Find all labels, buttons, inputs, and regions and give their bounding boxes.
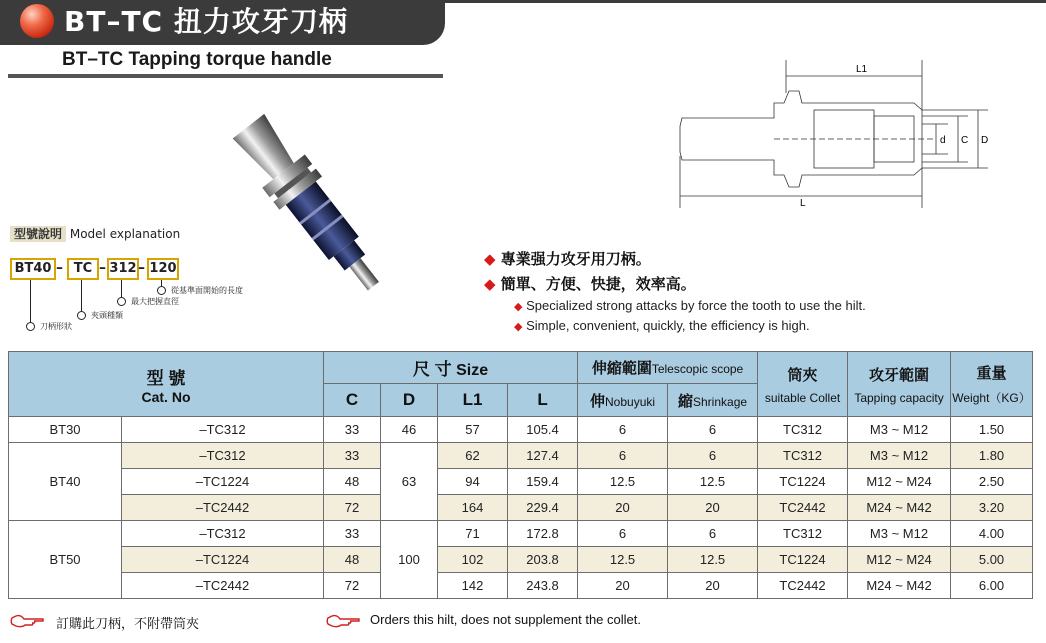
cell-L1: 62 bbox=[438, 443, 508, 469]
cell-weight: 4.00 bbox=[951, 521, 1033, 547]
feature-zh-1-text: 專業强力攻牙用刀柄。 bbox=[500, 250, 651, 268]
dim-label-C: C bbox=[961, 135, 969, 146]
callout-length: 從基準面開始的長度 bbox=[171, 286, 243, 295]
cell-collet: TC2442 bbox=[758, 573, 848, 599]
code-separator: – bbox=[138, 260, 145, 276]
code-separator: – bbox=[99, 260, 106, 276]
cell-L1: 94 bbox=[438, 469, 508, 495]
cell-shrink: 12.5 bbox=[668, 547, 758, 573]
cell-D: 46 bbox=[381, 417, 438, 443]
cat-no: –TC312 bbox=[122, 521, 324, 547]
cell-tapping: M3 ~ M12 bbox=[848, 417, 951, 443]
cell-L: 127.4 bbox=[508, 443, 578, 469]
cell-weight: 2.50 bbox=[951, 469, 1033, 495]
feature-en-1-text: Specialized strong attacks by force the tooth to use the hilt. bbox=[526, 298, 866, 313]
cell-collet: TC2442 bbox=[758, 495, 848, 521]
dim-label-D: D bbox=[981, 135, 989, 146]
dim-label-L: L bbox=[800, 198, 806, 209]
callout-collet-type: 夾頭種類 bbox=[91, 311, 123, 320]
cell-weight: 5.00 bbox=[951, 547, 1033, 573]
callout-dot bbox=[157, 286, 166, 295]
cell-L: 229.4 bbox=[508, 495, 578, 521]
group-name: BT40 bbox=[9, 443, 122, 521]
cell-collet: TC312 bbox=[758, 417, 848, 443]
cell-D: 63 bbox=[381, 443, 438, 521]
diamond-bullet-icon: ◆ bbox=[484, 250, 496, 268]
header-collet bbox=[758, 352, 848, 417]
cell-tapping: M12 ~ M24 bbox=[848, 547, 951, 573]
cat-no: –TC312 bbox=[122, 443, 324, 469]
table-row bbox=[9, 443, 1033, 469]
cell-shrink: 20 bbox=[668, 573, 758, 599]
cell-L: 159.4 bbox=[508, 469, 578, 495]
cell-tapping: M12 ~ M24 bbox=[848, 469, 951, 495]
pointing-hand-icon bbox=[326, 614, 360, 628]
cell-weight: 3.20 bbox=[951, 495, 1033, 521]
code-box-length: 120 bbox=[147, 258, 179, 280]
cell-L1: 71 bbox=[438, 521, 508, 547]
callout-shank-shape: 刀柄形狀 bbox=[40, 322, 72, 331]
callout-line bbox=[30, 280, 31, 325]
header-shrink-zh: 縮 bbox=[677, 392, 693, 410]
cell-stretch: 6 bbox=[578, 417, 668, 443]
dim-label-d: d bbox=[940, 135, 946, 146]
cell-tapping: M24 ~ M42 bbox=[848, 495, 951, 521]
cell-C: 72 bbox=[324, 573, 381, 599]
callout-dot bbox=[117, 297, 126, 306]
cell-shrink: 6 bbox=[668, 417, 758, 443]
cell-shrink: 6 bbox=[668, 521, 758, 547]
red-ball-icon bbox=[20, 4, 54, 38]
cat-no: –TC2442 bbox=[122, 573, 324, 599]
cell-collet: TC312 bbox=[758, 443, 848, 469]
tool-holder-photo bbox=[185, 100, 435, 310]
callout-line bbox=[81, 280, 82, 314]
cell-stretch: 6 bbox=[578, 443, 668, 469]
header-model bbox=[9, 352, 324, 417]
cell-C: 72 bbox=[324, 495, 381, 521]
cell-C: 33 bbox=[324, 417, 381, 443]
cell-stretch: 12.5 bbox=[578, 547, 668, 573]
header-telescopic bbox=[578, 352, 758, 384]
cell-collet: TC1224 bbox=[758, 547, 848, 573]
code-box-shank: BT40 bbox=[10, 258, 56, 280]
cell-L1: 102 bbox=[438, 547, 508, 573]
cell-weight: 6.00 bbox=[951, 573, 1033, 599]
cell-collet: TC1224 bbox=[758, 469, 848, 495]
footer-note-zh: 訂購此刀柄，不附帶筒夾 bbox=[56, 617, 200, 632]
header-L: L bbox=[508, 384, 578, 417]
table-row bbox=[9, 521, 1033, 547]
table-row bbox=[9, 547, 1033, 573]
header-model-en: Cat. No bbox=[141, 388, 191, 405]
callout-diameter: 最大把握直徑 bbox=[131, 297, 179, 306]
footer-note-en: Orders this hilt, does not supplement the collet. bbox=[370, 612, 641, 627]
header-weight bbox=[951, 352, 1033, 417]
cell-C: 33 bbox=[324, 521, 381, 547]
cell-D: 100 bbox=[381, 521, 438, 599]
callout-dot bbox=[26, 322, 35, 331]
header-telescopic-zh: 伸縮範圍 bbox=[591, 360, 652, 377]
model-explanation-heading bbox=[10, 225, 180, 242]
callout-dot bbox=[77, 311, 86, 320]
feature-en-1 bbox=[514, 298, 866, 313]
header-tapping-en: Tapping capacity bbox=[854, 390, 944, 405]
header-size bbox=[324, 352, 578, 384]
cell-stretch: 6 bbox=[578, 521, 668, 547]
cell-C: 48 bbox=[324, 547, 381, 573]
header-weight-zh: 重量 bbox=[976, 365, 1007, 382]
table-row bbox=[9, 573, 1033, 599]
code-box-diameter: 312 bbox=[107, 258, 139, 280]
cell-weight: 1.50 bbox=[951, 417, 1033, 443]
cat-no: –TC312 bbox=[122, 417, 324, 443]
cell-L1: 164 bbox=[438, 495, 508, 521]
cell-tapping: M3 ~ M12 bbox=[848, 521, 951, 547]
cell-L: 203.8 bbox=[508, 547, 578, 573]
cell-shrink: 6 bbox=[668, 443, 758, 469]
cell-tapping: M24 ~ M42 bbox=[848, 573, 951, 599]
cell-stretch: 20 bbox=[578, 573, 668, 599]
cell-stretch: 20 bbox=[578, 495, 668, 521]
header-model-zh: 型 號 bbox=[146, 368, 186, 388]
cell-L: 172.8 bbox=[508, 521, 578, 547]
feature-zh-2 bbox=[484, 273, 696, 294]
diamond-bullet-icon: ◆ bbox=[514, 301, 523, 313]
cell-L: 243.8 bbox=[508, 573, 578, 599]
header-size-zh: 尺 寸 bbox=[412, 360, 452, 379]
pointing-hand-icon bbox=[10, 614, 44, 628]
header-weight-en: Weight（KG） bbox=[952, 391, 1031, 405]
cell-weight: 1.80 bbox=[951, 443, 1033, 469]
cat-no: –TC1224 bbox=[122, 547, 324, 573]
page-title: BT–TC 扭力攻牙刀柄 bbox=[64, 5, 348, 38]
header-tapping bbox=[848, 352, 951, 417]
diamond-bullet-icon: ◆ bbox=[484, 275, 496, 293]
code-separator: – bbox=[56, 260, 63, 276]
dim-label-L1: L1 bbox=[856, 64, 868, 75]
group-name: BT30 bbox=[9, 417, 122, 443]
feature-zh-2-text: 簡單、方便、快捷，效率高。 bbox=[500, 275, 696, 293]
table-row bbox=[9, 469, 1033, 495]
header-collet-zh: 筒夾 bbox=[787, 366, 818, 384]
header-collet-en: suitable Collet bbox=[764, 390, 841, 405]
cell-stretch: 12.5 bbox=[578, 469, 668, 495]
table-row bbox=[9, 495, 1033, 521]
table-row bbox=[9, 417, 1033, 443]
cell-shrink: 20 bbox=[668, 495, 758, 521]
dimension-drawing bbox=[674, 58, 1034, 218]
model-explanation-label-en: Model explanation bbox=[69, 227, 181, 241]
header-telescopic-en: Telescopic scope bbox=[651, 362, 744, 376]
feature-en-2 bbox=[514, 318, 810, 333]
cat-no: –TC2442 bbox=[122, 495, 324, 521]
header-L1: L1 bbox=[438, 384, 508, 417]
header-tapping-zh: 攻牙範圍 bbox=[869, 366, 930, 384]
header-D: D bbox=[381, 384, 438, 417]
header-stretch-zh: 伸 bbox=[589, 392, 605, 410]
cell-C: 33 bbox=[324, 443, 381, 469]
header-shrink bbox=[668, 384, 758, 417]
cell-L1: 142 bbox=[438, 573, 508, 599]
cell-L: 105.4 bbox=[508, 417, 578, 443]
cat-no: –TC1224 bbox=[122, 469, 324, 495]
header-shrink-en: Shrinkage bbox=[693, 394, 748, 409]
diamond-bullet-icon: ◆ bbox=[514, 321, 523, 333]
subtitle-rule bbox=[8, 74, 443, 78]
spec-table bbox=[8, 351, 1033, 599]
model-explanation-label-zh: 型號說明 bbox=[10, 226, 66, 242]
feature-en-2-text: Simple, convenient, quickly, the efficiency is high. bbox=[526, 318, 810, 333]
header-size-en: Size bbox=[456, 362, 489, 379]
group-name: BT50 bbox=[9, 521, 122, 599]
header-stretch bbox=[578, 384, 668, 417]
feature-zh-1 bbox=[484, 248, 651, 269]
cell-C: 48 bbox=[324, 469, 381, 495]
code-box-collet-type: TC bbox=[67, 258, 99, 280]
title-rule bbox=[445, 0, 1046, 3]
cell-tapping: M3 ~ M12 bbox=[848, 443, 951, 469]
page-subtitle: BT–TC Tapping torque handle bbox=[62, 49, 332, 70]
cell-L1: 57 bbox=[438, 417, 508, 443]
cell-shrink: 12.5 bbox=[668, 469, 758, 495]
header-C: C bbox=[324, 384, 381, 417]
header-stretch-en: Nobuyuki bbox=[605, 394, 656, 409]
cell-collet: TC312 bbox=[758, 521, 848, 547]
